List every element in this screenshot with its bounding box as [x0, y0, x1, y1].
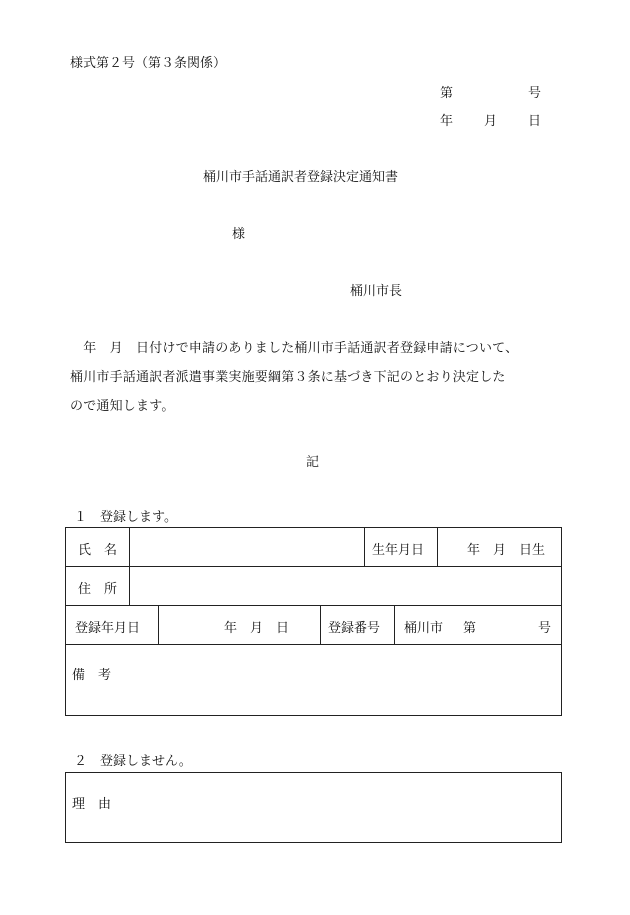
date-month: 月: [484, 114, 498, 129]
name-field[interactable]: [130, 528, 364, 566]
form-label: 様式第２号（第３条関係）: [70, 56, 227, 71]
reg-number-dai: 第: [463, 621, 477, 636]
section2-heading: ２ 登録しません。: [74, 754, 192, 769]
reg-number-go: 号: [538, 621, 552, 636]
reg-date-label: 登録年月日: [75, 621, 141, 636]
document-title: 桶川市手話通訳者登録決定通知書: [203, 170, 399, 185]
birthdate-value[interactable]: 年 月 日生: [467, 543, 546, 558]
section1-heading: １ 登録します。: [74, 510, 177, 525]
remarks-label: 備 考: [72, 668, 112, 683]
reg-number-city: 桶川市: [404, 621, 444, 636]
registration-table: [65, 527, 562, 716]
reason-table: [65, 772, 562, 843]
body-line-3: ので通知します。: [70, 399, 175, 414]
remarks-field[interactable]: [130, 645, 561, 715]
body-line-2: 桶川市手話通訳者派遣事業実施要綱第３条に基づき下記のとおり決定した: [70, 370, 506, 385]
recipient-suffix: 様: [232, 227, 246, 242]
reg-date-value[interactable]: 年 月 日: [224, 621, 290, 636]
ki-marker: 記: [306, 455, 320, 470]
date-year: 年: [440, 114, 454, 129]
address-field[interactable]: [130, 566, 561, 605]
reason-label: 理 由: [72, 797, 112, 812]
date-day: 日: [528, 114, 542, 129]
doc-number-prefix: 第: [440, 86, 454, 101]
reg-number-label: 登録番号: [328, 621, 381, 636]
sender: 桶川市長: [350, 284, 403, 299]
body-line-1: 年 月 日付けで申請のありました桶川市手話通訳者登録申請について、: [70, 341, 519, 356]
reason-field[interactable]: [130, 773, 561, 842]
name-label: 氏 名: [78, 543, 118, 558]
doc-number-suffix: 号: [528, 86, 542, 101]
address-label: 住 所: [78, 582, 118, 597]
birthdate-label: 生年月日: [372, 543, 425, 558]
